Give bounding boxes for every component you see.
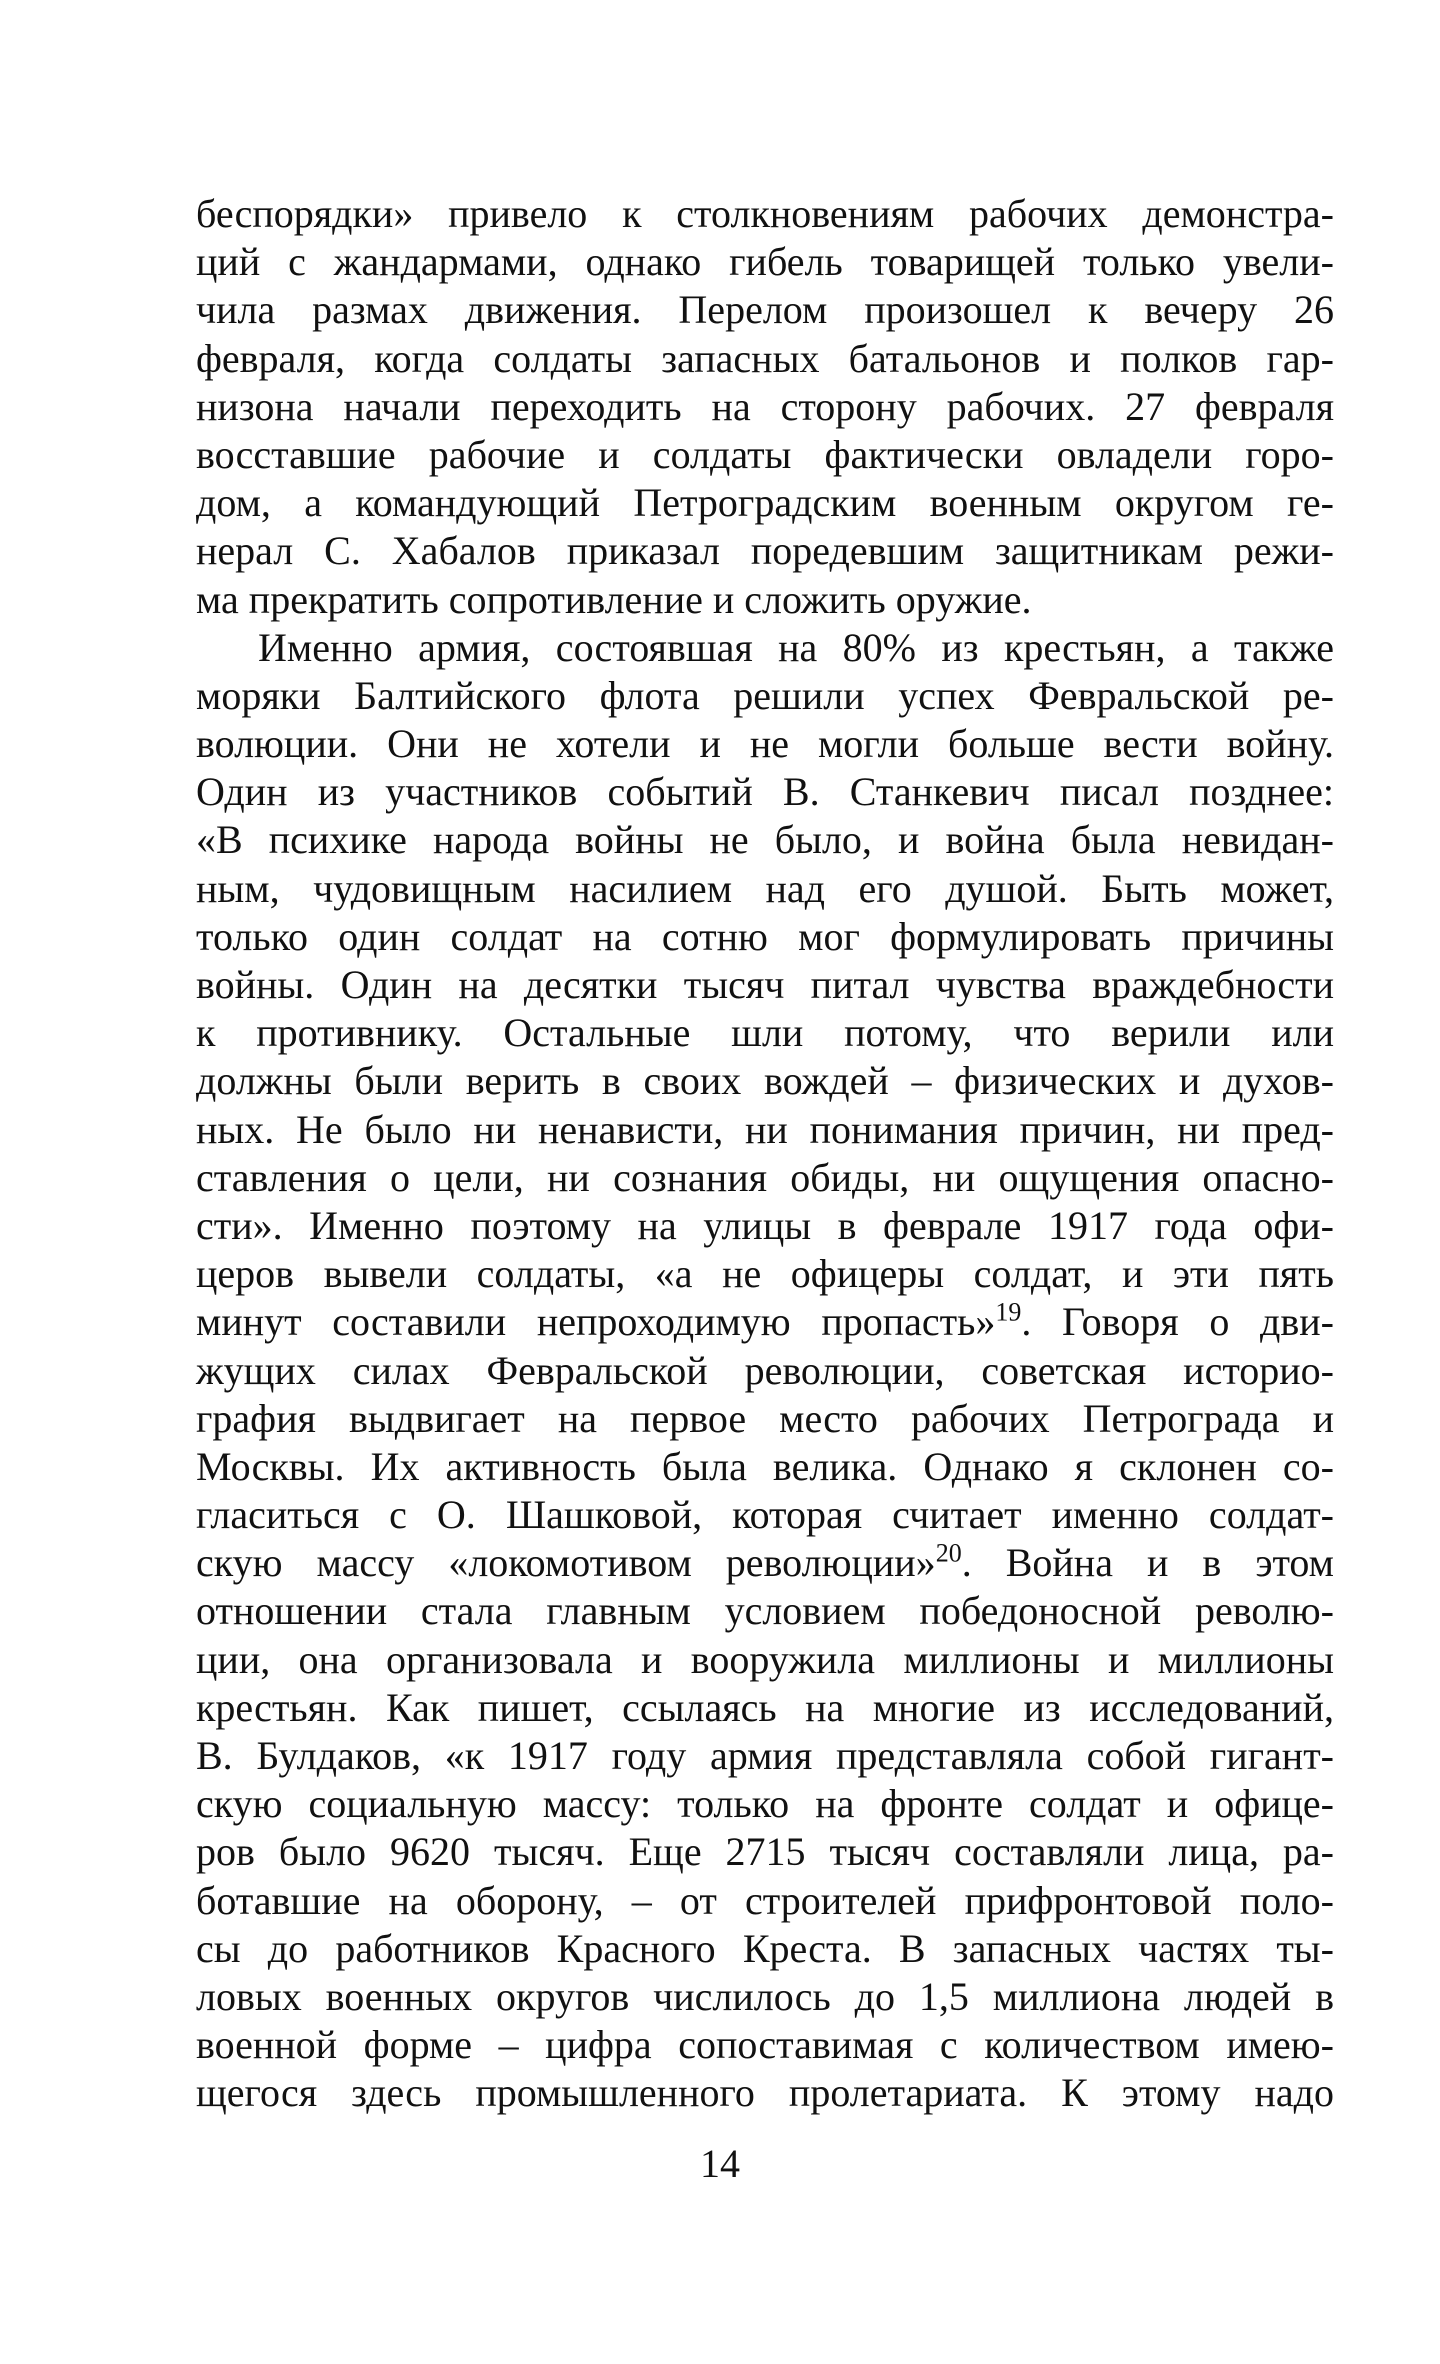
page-body-text (196, 190, 1334, 2118)
text-line: сы до работников Красного Креста. В запасных частях ты- (196, 1925, 1334, 1971)
text-line: только один солдат на сотню мог формулировать причины (196, 913, 1334, 959)
text-line: чила размах движения. Перелом произошел к вечеру 26 (196, 287, 1334, 333)
text-fragment: . Говоря о дви- (1021, 1299, 1334, 1345)
text-line: моряки Балтийского флота решили успех Февральской ре- (196, 672, 1334, 718)
text-line: ным, чудовищным насилием над его душой. Быть может, (196, 865, 1334, 911)
text-fragment: минут составили непроходимую пропасть» (196, 1299, 996, 1345)
text-line: беспорядки» привело к столкновениям рабочих демонстра- (196, 191, 1334, 236)
text-line: волюции. Они не хотели и не могли больше вести войну. (196, 721, 1334, 767)
footnote-marker: 19 (995, 1297, 1022, 1327)
text-line: щегося здесь промышленного пролетариата. К этому надо (196, 2070, 1334, 2116)
text-line: графия выдвигает на первое место рабочих Петрограда и (196, 1395, 1334, 1441)
text-line: к противнику. Остальные шли потому, что верили или (196, 1010, 1334, 1056)
text-line-with-footnote (196, 1298, 1334, 1346)
text-line: скую социальную массу: только на фронте солдат и офице- (196, 1781, 1334, 1827)
text-line: Один из участников событий В. Станкевич писал позднее: (196, 769, 1334, 815)
text-line: низона начали переходить на сторону рабочих. 27 февраля (196, 383, 1334, 429)
text-line: крестьян. Как пишет, ссылаясь на многие из исследований, (196, 1684, 1334, 1730)
text-line: «В психике народа войны не было, и война была невидан- (196, 817, 1334, 863)
text-line: восставшие рабочие и солдаты фактически овладели горо- (196, 431, 1334, 477)
text-line: войны. Один на десятки тысяч питал чувства враждебности (196, 962, 1334, 1007)
text-line: ров было 9620 тысяч. Еще 2715 тысяч составляли лица, ра- (196, 1829, 1334, 1875)
text-line: сти». Именно поэтому на улицы в феврале 1917 года офи- (196, 1202, 1334, 1248)
text-line: военной форме – цифра сопоставимая с количеством имею- (196, 2022, 1334, 2068)
text-line: ставления о цели, ни сознания обиды, ни ощущения опасно- (196, 1154, 1334, 1200)
text-line: нерал С. Хабалов приказал поредевшим защитникам режи- (196, 528, 1334, 574)
text-line: должны были верить в своих вождей – физических и духов- (196, 1058, 1334, 1104)
footnote-marker: 20 (935, 1538, 962, 1568)
text-fragment: . Война и в этом (961, 1540, 1334, 1586)
text-line: жущих силах Февральской революции, советская историо- (196, 1347, 1334, 1393)
page-number: 14 (700, 2141, 740, 2186)
text-line: ций с жандармами, однако гибель товарищей только увели- (196, 239, 1334, 285)
text-line: ботавшие на оборону, – от строителей прифронтовой поло- (196, 1877, 1334, 1923)
text-line-with-footnote (196, 1539, 1334, 1587)
text-line: ции, она организовала и вооружила миллионы и миллионы (196, 1636, 1334, 1682)
text-line: ных. Не было ни ненависти, ни понимания причин, ни пред- (196, 1106, 1334, 1152)
text-line: Москвы. Их активность была велика. Однако я склонен со- (196, 1443, 1334, 1489)
text-line: церов вывели солдаты, «а не офицеры солдат, и эти пять (196, 1251, 1334, 1297)
text-line: отношении стала главным условием победоносной револю- (196, 1588, 1334, 1634)
text-line: Именно армия, состоявшая на 80% из крестьян, а также (258, 624, 1334, 670)
text-line: ловых военных округов числилось до 1,5 миллиона людей в (196, 1973, 1334, 2019)
text-line: ма прекратить сопротивление и сложить оружие. (196, 576, 1032, 622)
text-fragment: скую массу «локомотивом революции» (196, 1540, 936, 1586)
text-line: гласиться с О. Шашковой, которая считает именно солдат- (196, 1492, 1334, 1538)
text-line: дом, а командующий Петроградским военным округом ге- (196, 480, 1334, 526)
text-line: февраля, когда солдаты запасных батальонов и полков гар- (196, 335, 1334, 381)
text-line: В. Булдаков, «к 1917 году армия представляла собой гигант- (196, 1733, 1334, 1778)
